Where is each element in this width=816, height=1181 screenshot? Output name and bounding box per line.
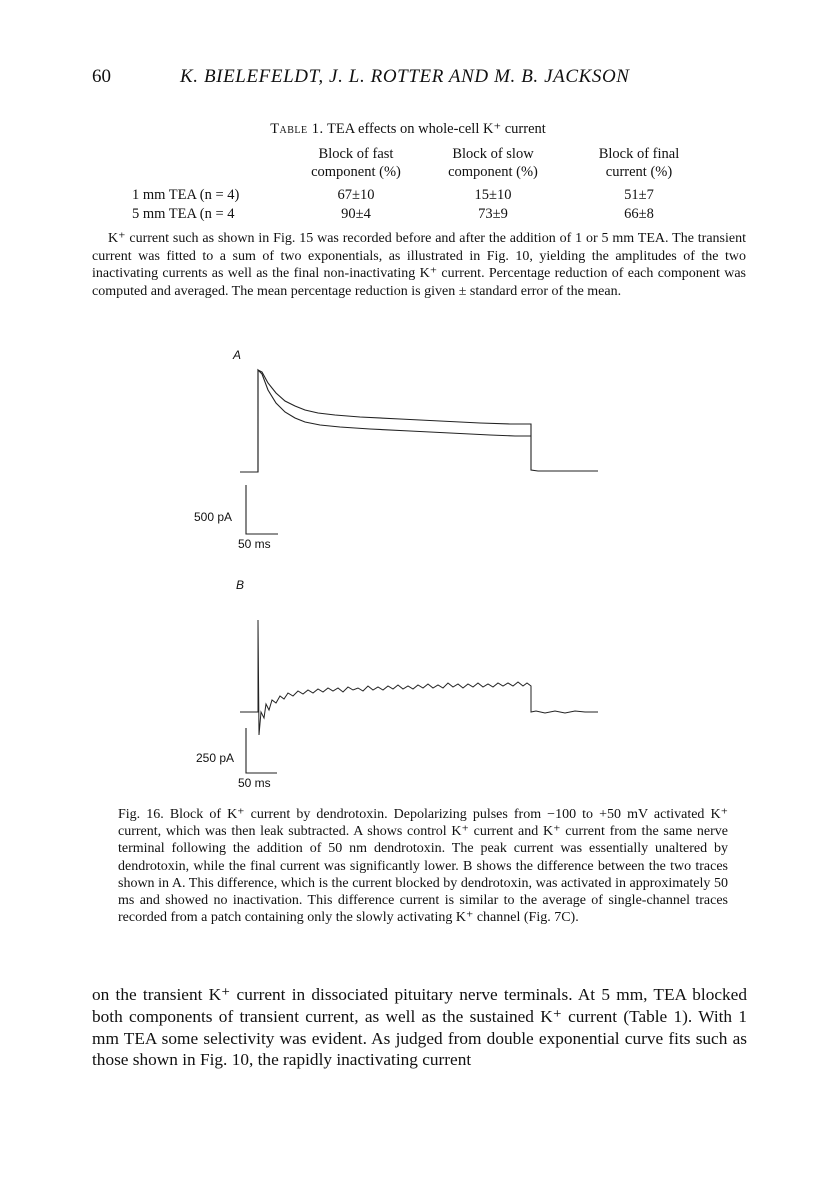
page-number: 60 (92, 66, 111, 87)
row-label: 5 mm TEA (n = 4 (132, 206, 235, 222)
figure-caption: Fig. 16. Block of K⁺ current by dendrotoxin. Depolarizing pulses from −100 to +50 mV activated K⁺ current, which was then leak subtracted. A shows control K⁺ current and K⁺ current from the same nerve terminal following the addition of 50 nm dendrotoxin. The peak current was essentially unaltered by dendrotoxin, while the final current was significantly lower. B shows the difference between the two traces shown in A. This difference, which is the current blocked by dendrotoxin, was activated in approximately 50 ms and showed no inactivation. This difference current is similar to the average of single-channel traces recorded from a patch containing only the slowly activating K⁺ channel (Fig. 7C). (118, 807, 728, 926)
cell-fast: 90±4 (341, 206, 371, 222)
cell-fast: 67±10 (337, 187, 375, 203)
table-header-final (566, 145, 712, 186)
panel-b-time-scale: 50 ms (238, 776, 271, 790)
panel-a-label: A (233, 348, 242, 362)
cell-slow: 73±9 (478, 206, 508, 222)
header-final-line2: current (%) (605, 164, 673, 180)
panel-a-trace-dendrotoxin (258, 370, 531, 472)
page-header (92, 66, 732, 94)
header-final-line1: Block of final (598, 146, 680, 162)
panel-a-trace-control (240, 370, 598, 472)
cell-final: 66±8 (624, 206, 654, 222)
panel-b-trace-difference (240, 620, 598, 735)
table-note: K⁺ current such as shown in Fig. 15 was recorded before and after the addition of 1 or 5 mm TEA. The transient current was fitted to a sum of two exponentials, as illustrated in Fig. 10, yielding the amplitudes of the two inactivating currents as well as the final non-inactivating K⁺ current. Percentage reduction of each component was computed and averaged. The mean percentage reduction is given ± standard error of the mean. (92, 231, 746, 299)
panel-b-scale-bar (246, 728, 277, 773)
table-header-empty (132, 145, 292, 186)
table-caption-text: TEA effects on whole-cell K⁺ current (327, 121, 546, 137)
cell-final: 51±7 (624, 187, 654, 203)
cell-slow: 15±10 (474, 187, 512, 203)
table-header-fast (292, 145, 420, 186)
table-header-slow (420, 145, 566, 186)
panel-a-current-scale: 500 pA (194, 510, 233, 524)
panel-b-label: B (236, 578, 245, 592)
panel-a-scale-bar (246, 485, 278, 534)
table-caption-prefix: Table 1. (270, 121, 324, 137)
tea-effects-table (132, 145, 712, 224)
running-head: K. BIELEFELDT, J. L. ROTTER AND M. B. JACKSON (180, 66, 630, 87)
header-slow-line1: Block of slow (452, 146, 534, 162)
body-paragraph: on the transient K⁺ current in dissociated pituitary nerve terminals. At 5 mm, TEA blocked both components of transient current, as well as the sustained K⁺ current (Table 1). With 1 mm TEA some selectivity was evident. As judged from double exponential curve fits such as those shown in Fig. 10, the rapidly inactivating current (92, 985, 747, 1070)
table-row (132, 186, 712, 205)
header-slow-line2: component (%) (448, 164, 538, 180)
table-header-row (132, 145, 712, 186)
table-caption (0, 121, 816, 138)
header-fast-line1: Block of fast (318, 146, 394, 162)
panel-a-time-scale: 50 ms (238, 537, 271, 551)
row-label: 1 mm TEA (n = 4) (132, 187, 240, 203)
header-fast-line2: component (%) (311, 164, 401, 180)
panel-b-current-scale: 250 pA (196, 751, 235, 765)
table-row (132, 205, 712, 224)
panel-a-traces (0, 360, 816, 560)
panel-b-traces (0, 600, 816, 790)
